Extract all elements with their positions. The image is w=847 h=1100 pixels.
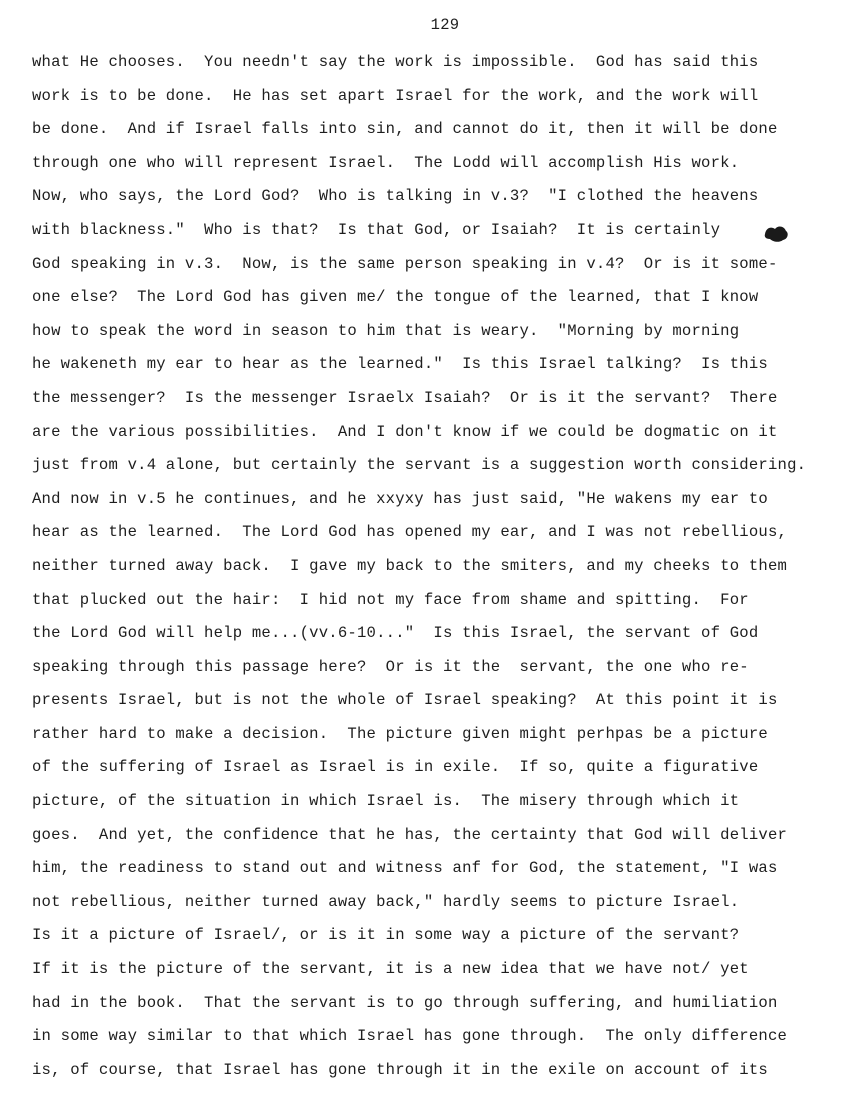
text-line: the messenger? Is the messenger Israelx Isaiah? Or is it the servant? There	[32, 388, 778, 407]
text-line: what He chooses. You needn't say the work is impossible. God has said this	[32, 53, 759, 71]
text-line: neither turned away back. I gave my back to the smiters, and my cheeks to them	[32, 556, 788, 575]
text-line: he wakeneth my ear to hear as the learned." Is this Israel talking? Is this	[32, 355, 768, 374]
text-line: in some way similar to that which Israel has gone through. The only difference	[32, 1027, 788, 1046]
text-line: work is to be done. He has set apart Israel for the work, and the work will	[32, 86, 759, 105]
text-line: And now in v.5 he continues, and he xxyxy has just said, "He wakens my ear to	[32, 489, 768, 508]
text-line: had in the book. That the servant is to go through suffering, and humiliation	[32, 993, 778, 1012]
text-line: one else? The Lord God has given me/ the tongue of the learned, that I know	[32, 288, 759, 307]
text-line: speaking through this passage here? Or is it the servant, the one who re-	[32, 657, 749, 676]
text-line: rather hard to make a decision. The picture given might perhpas be a picture	[32, 724, 768, 743]
page-number: 129	[430, 16, 460, 34]
body-text	[32, 48, 844, 1089]
text-line: just from v.4 alone, but certainly the servant is a suggestion worth considering.	[32, 456, 807, 475]
text-line: If it is the picture of the servant, it is a new idea that we have not/ yet	[32, 960, 749, 979]
text-line: are the various possibilities. And I don't know if we could be dogmatic on it	[32, 422, 778, 441]
text-line: how to speak the word in season to him that is weary. "Morning by morning	[32, 321, 740, 340]
text-line: picture, of the situation in which Israel is. The misery through which it	[32, 792, 740, 811]
text-line: goes. And yet, the confidence that he has, the certainty that God will deliver	[32, 825, 788, 844]
text-line: not rebellious, neither turned away back," hardly seems to picture Israel.	[32, 892, 740, 911]
text-line: that plucked out the hair: I hid not my face from shame and spitting. For	[32, 590, 749, 609]
text-line: of the suffering of Israel as Israel is in exile. If so, quite a figurative	[32, 758, 759, 777]
text-line: him, the readiness to stand out and witness anf for God, the statement, "I was	[32, 859, 778, 878]
text-line: through one who will represent Israel. The Lodd will accomplish His work.	[32, 153, 740, 172]
text-line: presents Israel, but is not the whole of Israel speaking? At this point it is	[32, 691, 778, 710]
text-line: hear as the learned. The Lord God has opened my ear, and I was not rebellious,	[32, 523, 788, 542]
text-line: is, of course, that Israel has gone through it in the exile on account of its	[32, 1060, 768, 1079]
text-line: be done. And if Israel falls into sin, and cannot do it, then it will be done	[32, 120, 778, 139]
text-line: God speaking in v.3. Now, is the same person speaking in v.4? Or is it some-	[32, 254, 778, 273]
ink-strikeout-mark	[762, 224, 790, 244]
text-line: Is it a picture of Israel/, or is it in some way a picture of the servant?	[32, 926, 740, 945]
text-line: Now, who says, the Lord God? Who is talking in v.3? "I clothed the heavens	[32, 187, 759, 206]
text-line: with blackness." Who is that? Is that God, or Isaiah? It is certainly	[32, 220, 721, 239]
text-line: the Lord God will help me...(vv.6-10..." Is this Israel, the servant of God	[32, 624, 759, 643]
